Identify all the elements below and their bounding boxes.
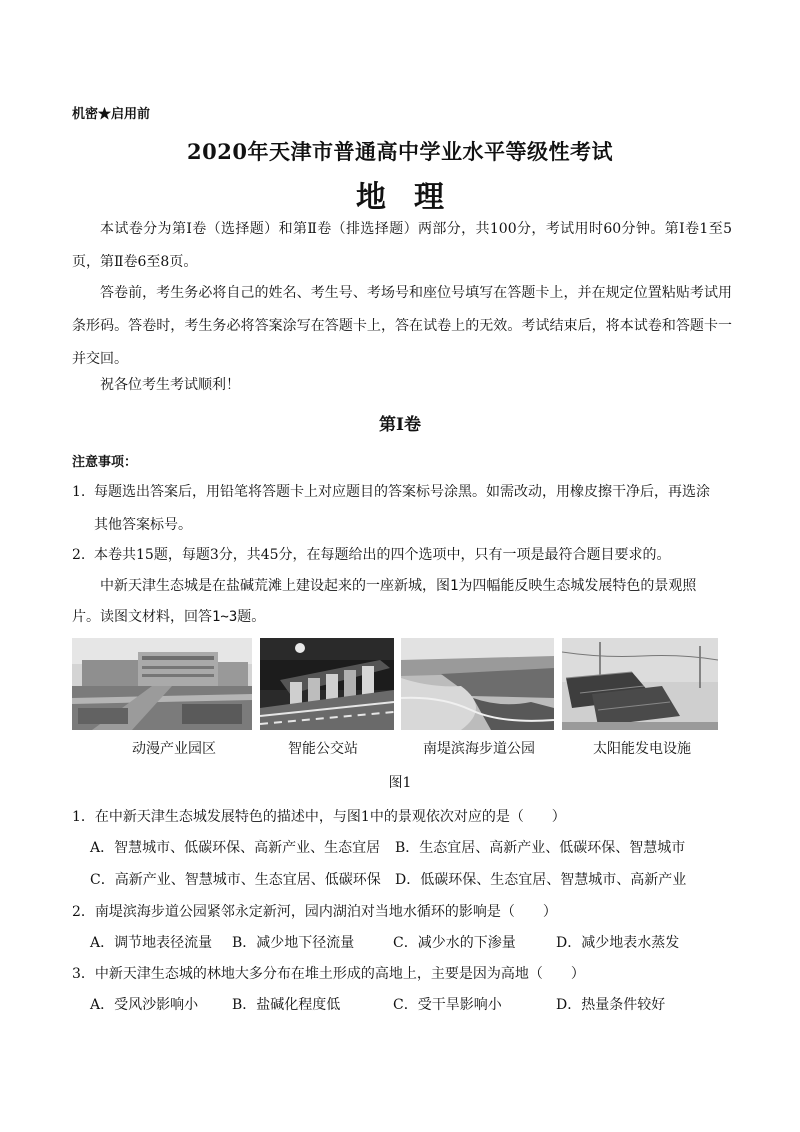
- material-line-2: 片。读图文材料，回答1~3题。: [72, 609, 266, 625]
- notice-heading: 注意事项：: [72, 455, 138, 470]
- photo-solar-power-facility: [562, 638, 718, 730]
- question-2-option-d: D．减少地表水蒸发: [556, 935, 680, 951]
- photo-smart-bus-station: [260, 638, 394, 730]
- question-1-option-d: D．低碳环保、生态宜居、智慧城市、高新产业: [395, 872, 687, 888]
- question-3-option-c: C．受干旱影响小: [393, 997, 502, 1013]
- question-3-stem: 3．中新天津生态城的林地大多分布在堆土形成的高地上，主要是因为高地（ ）: [72, 966, 585, 982]
- intro-paragraph-3: 祝各位考生考试顺利！: [100, 377, 240, 393]
- notice-item-number: 1.: [72, 484, 86, 500]
- question-1-option-c: C．高新产业、智慧城市、生态宜居、低碳环保: [90, 872, 381, 888]
- question-2-option-b: B．减少地下径流量: [232, 935, 355, 951]
- question-1-option-b: B．生态宜居、高新产业、低碳环保、智慧城市: [395, 840, 686, 856]
- notice-item-1: [72, 476, 738, 542]
- photo-animation-industrial-park: [72, 638, 252, 730]
- question-1-stem: 1．在中新天津生态城发展特色的描述中，与图1中的景观依次对应的是（ ）: [72, 809, 566, 825]
- caption-photo-2: 智能公交站: [288, 741, 358, 757]
- notice-item-number: 2.: [72, 547, 86, 563]
- figure-1-photos: [72, 638, 718, 730]
- question-3-option-a: A．受风沙影响小: [90, 997, 199, 1013]
- section-title: 第Ⅰ卷: [379, 415, 421, 435]
- question-3-option-d: D．热量条件较好: [556, 997, 666, 1013]
- question-2-stem: 2．南堤滨海步道公园紧邻永定新河，园内湖泊对当地水循环的影响是（ ）: [72, 904, 557, 920]
- caption-photo-4: 太阳能发电设施: [593, 741, 691, 757]
- subject-title: [0, 172, 800, 216]
- notice-item-2: [72, 539, 738, 572]
- notice-item-text: 本卷共15题，每题3分，共45分，在每题给出的四个选项中，只有一项是最符合题目要求的。: [94, 547, 671, 563]
- caption-photo-1: 动漫产业园区: [132, 741, 216, 757]
- question-1-option-a: A．智慧城市、低碳环保、高新产业、生态宜居: [90, 840, 381, 856]
- question-2-option-a: A．调节地表径流量: [90, 935, 213, 951]
- question-2-option-c: C．减少水的下渗量: [393, 935, 516, 951]
- question-3-option-b: B．盐碱化程度低: [232, 997, 341, 1013]
- intro-paragraph-1: 本试卷分为第Ⅰ卷（选择题）和第Ⅱ卷（排选择题）两部分，共100分，考试用时60分钟。第Ⅰ卷1至5页，第Ⅱ卷6至8页。: [72, 221, 732, 270]
- subject-char-1: 地: [356, 180, 386, 215]
- photo-seawall-park: [401, 638, 554, 730]
- secret-mark: 机密★启用前: [72, 107, 151, 122]
- subject-char-2: 理: [414, 180, 444, 215]
- exam-title: 2020年天津市普通高中学业水平等级性考试: [187, 139, 613, 164]
- figure-label: 图1: [388, 775, 412, 791]
- intro-paragraph-2: 答卷前，考生务必将自己的姓名、考生号、考场号和座位号填写在答题卡上，并在规定位置粘贴考试用条形码。答卷时，考生务必将答案涂写在答题卡上，答在试卷上的无效。考试结束后，将本试卷和答题卡一并交回。: [72, 285, 732, 367]
- caption-photo-3: 南堤滨海步道公园: [423, 741, 535, 757]
- notice-item-continued: 其他答案标号。: [94, 517, 192, 533]
- notice-item-text: 每题选出答案后，用铅笔将答题卡上对应题目的答案标号涂黑。如需改动，用橡皮擦干净后，再选涂: [94, 484, 710, 500]
- material-line-1: 中新天津生态城是在盐碱荒滩上建设起来的一座新城，图1为四幅能反映生态城发展特色的景观照: [100, 578, 697, 594]
